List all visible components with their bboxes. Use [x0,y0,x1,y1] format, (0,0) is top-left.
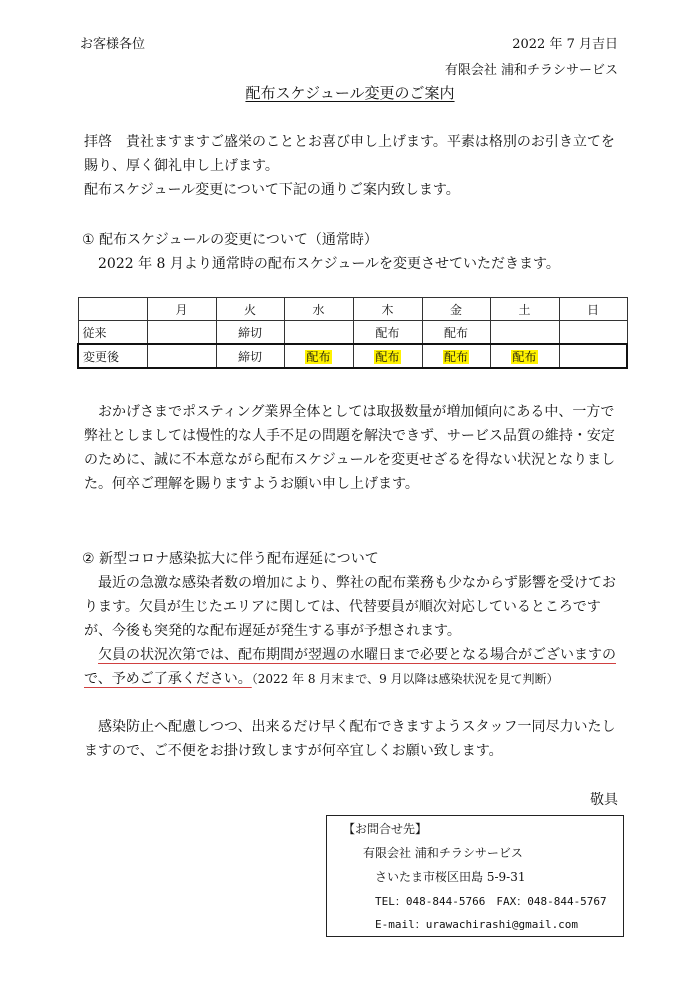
contact-company: 有限会社 浦和チラシサービス [363,846,523,860]
table-cell [490,344,559,368]
table-cell [284,344,353,368]
table-cell: 配布 [353,321,422,345]
day-header: 金 [422,298,490,321]
greeting-line-2: 賜り、厚く御礼申し上げます。 [84,158,279,174]
greeting-line-1: 拝啓 貴社ますますご盛栄のこととお喜び申し上げます。平素は格別のお引き立てを [84,134,615,150]
contact-address: さいたま市桜区田島 5-9-31 [375,870,526,884]
day-header: 日 [559,298,627,321]
table-header-row [78,298,627,321]
table-row [78,344,627,368]
section2-notice-paragraph [84,643,624,691]
contact-box [326,815,624,937]
table-cell [559,344,627,368]
table-cell [147,321,216,345]
day-header: 木 [353,298,422,321]
section1-heading: ① 配布スケジュールの変更について（通常時） [82,232,378,248]
row-label: 変更後 [78,344,147,368]
section2-heading: ② 新型コロナ感染拡大に伴う配布遅延について [82,551,379,567]
highlighted-cell-text: 配布 [512,349,537,364]
section1-intro: 2022 年 8 月より通常時の配布スケジュールを変更させていただきます。 [98,256,560,272]
highlighted-cell-text: 配布 [306,349,331,364]
section2-notice [84,643,624,691]
page-title: 配布スケジュール変更のご案内 [245,84,455,102]
section2-body-text: 最近の急激な感染者数の増加により、弊社の配布業務も少なからず影響を受けております。欠員が生じたエリアに関しては、代替要員が順次対応しているところですが、今後も突発的な配布遅延が発生する事が予想されます。 [84,575,616,639]
table-cell [422,344,490,368]
table-cell: 締切 [216,321,284,345]
day-header: 月 [147,298,216,321]
notice-underlined-text: 欠員の状況次第では、配布期間が翌週の水曜日まで必要となる場合がございますので、予めご了承ください。 [84,647,616,687]
table-row [78,321,627,345]
table-corner-cell [78,298,147,321]
date: 2022 年 7 月吉日 [512,37,618,52]
day-header: 土 [490,298,559,321]
sender-company: 有限会社 浦和チラシサービス [444,63,618,78]
table-cell [559,321,627,345]
day-header: 火 [216,298,284,321]
row-label: 従来 [78,321,147,345]
day-header: 水 [284,298,353,321]
highlighted-cell-text: 配布 [443,349,468,364]
contact-phone: TEL：048-844-5766 FAX：048-844-5767 [375,895,607,908]
section1-body [84,400,624,496]
closing-sign: 敬具 [590,792,618,808]
section2-body [84,571,624,643]
contact-heading: 【お問合せ先】 [343,822,428,836]
highlighted-cell-text: 配布 [375,349,400,364]
table-cell [284,321,353,345]
table-cell: 締切 [216,344,284,368]
recipient: お客様各位 [80,37,146,52]
notice-note: （2022 年 8 月末まで、9 月以降は感染状況を見て判断） [251,672,559,686]
greeting-line-3: 配布スケジュール変更について下記の通りご案内致します。 [84,182,460,198]
closing-body-text: 感染防止へ配慮しつつ、出来るだけ早く配布できますようスタッフ一同尽力いたしますので、ご不便をお掛け致しますが何卒宜しくお願い致します。 [84,719,616,759]
section1-body-text: おかげさまでポスティング業界全体としては取扱数量が増加傾向にある中、一方で弊社としましては慢性的な人手不足の問題を解決できず、サービス品質の維持・安定のために、誠に不本意ながら配布スケジュールを変更せざるを得ない状況となりました。何卒ご理解を賜りますようお願い申し上げます。 [84,404,616,492]
contact-email: E-mail：urawachirashi@gmail.com [375,918,579,931]
table-cell [353,344,422,368]
table-cell [490,321,559,345]
table-cell: 配布 [422,321,490,345]
table-cell [147,344,216,368]
schedule-table [77,297,628,369]
closing-body [84,715,624,763]
